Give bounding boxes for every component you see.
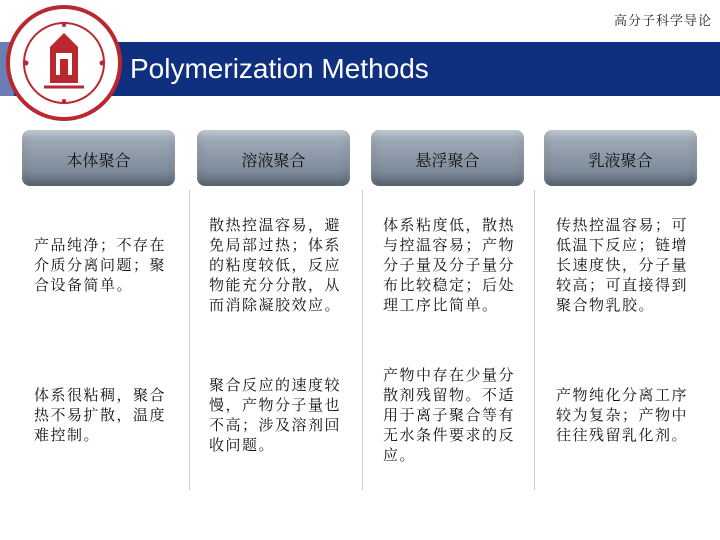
comparison-table (22, 130, 702, 530)
disadvantages-cell: 产物中存在少量分散剂残留物。不适用于离子聚合等有无水条件要求的反应。 (371, 344, 524, 486)
column-header: 溶液聚合 (197, 130, 350, 186)
column-solution-polymerization (197, 130, 350, 530)
column-suspension-polymerization (371, 130, 524, 530)
advantages-cell: 产品纯净；不存在介质分离问题；聚合设备简单。 (22, 194, 175, 336)
advantages-cell: 散热控温容易，避免局部过热；体系的粘度较低，反应物能充分分散，从而消除凝胶效应。 (197, 194, 350, 336)
column-divider (362, 190, 363, 490)
advantages-cell: 传热控温容易；可低温下反应；链增长速度快，分子量较高；可直接得到聚合物乳胶。 (544, 194, 697, 336)
column-header: 本体聚合 (22, 130, 175, 186)
disadvantages-cell: 聚合反应的速度较慢，产物分子量也不高；涉及溶剂回收问题。 (197, 344, 350, 486)
advantages-cell: 体系粘度低，散热与控温容易；产物分子量及分子量分布比较稳定；后处理工序比简单。 (371, 194, 524, 336)
disadvantages-cell: 产物纯化分离工序较为复杂；产物中往往残留乳化剂。 (544, 344, 697, 486)
course-title: 高分子科学导论 (613, 14, 712, 29)
column-emulsion-polymerization (544, 130, 697, 530)
column-divider (534, 190, 535, 490)
column-header: 乳液聚合 (544, 130, 697, 186)
disadvantages-cell: 体系很粘稠，聚合热不易扩散，温度难控制。 (22, 344, 175, 486)
slide-title: Polymerization Methods (130, 53, 429, 84)
column-bulk-polymerization (22, 130, 175, 530)
university-seal-logo (4, 3, 124, 123)
column-header: 悬浮聚合 (371, 130, 524, 186)
column-divider (189, 190, 190, 490)
